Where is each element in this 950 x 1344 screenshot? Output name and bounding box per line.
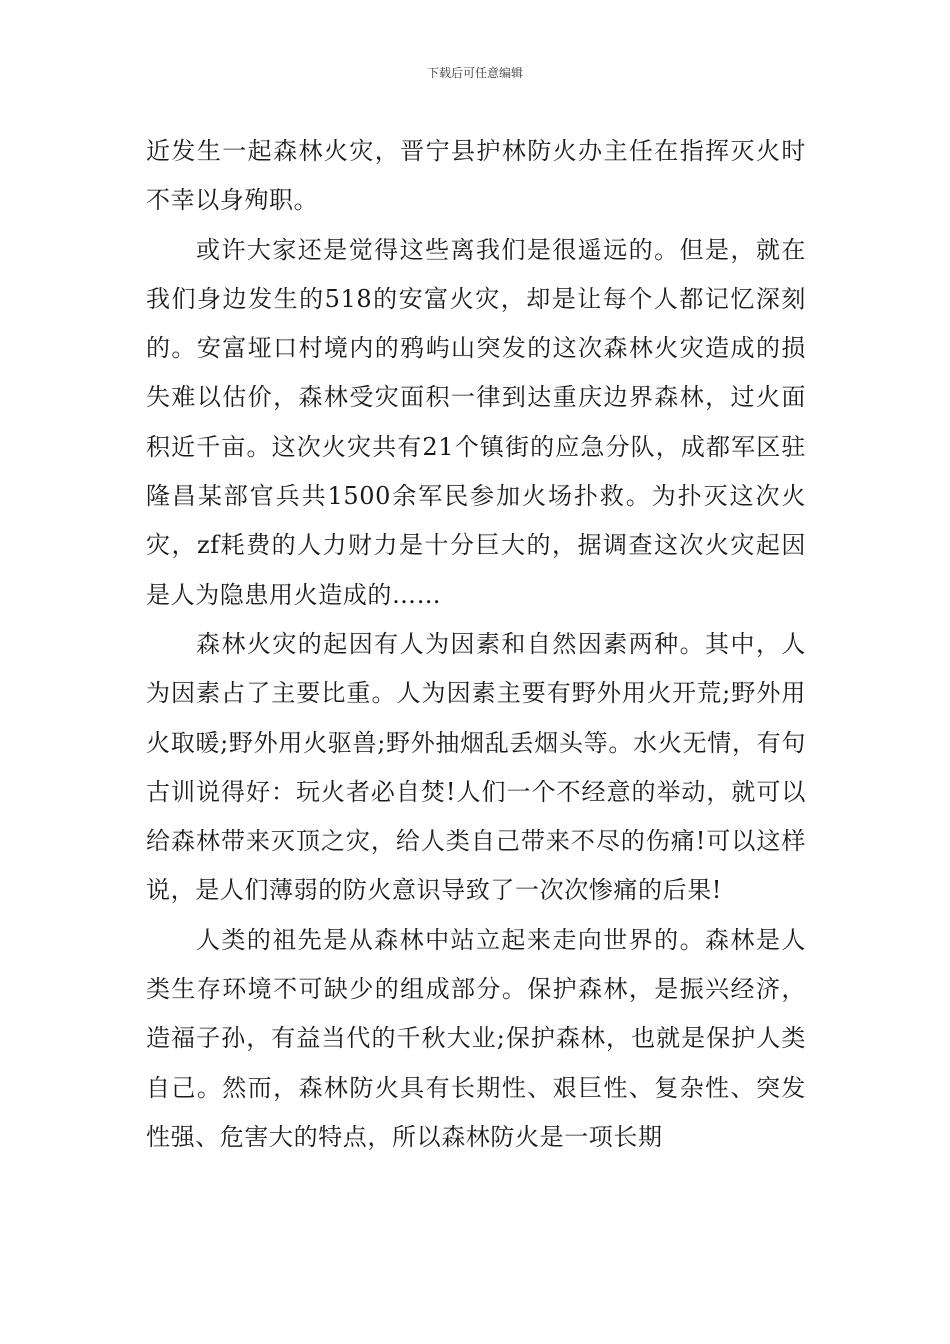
paragraph-4-protect-forest: 人类的祖先是从森林中站立起来走向世界的。森林是人类生存环境不可缺少的组成部分。保护森林，是振兴经济，造福子孙，有益当代的千秋大业;保护森林，也就是保护人类自己。然而，森林防火具有长期性、艰巨性、复杂性、突发性强、危害大的特点，所以森林防火是一项长期 xyxy=(146,925,806,1151)
paragraph-1-continuation: 近发生一起森林火灾，晋宁县护林防火办主任在指挥灭火时不幸以身殉职。 xyxy=(146,137,806,215)
paragraph-2-anfu-fire: 或许大家还是觉得这些离我们是很遥远的。但是，就在我们身边发生的518的安富火灾，却是让每个人都记忆深刻的。安富垭口村境内的鸦屿山突发的这次森林火灾造成的损失难以估价，森林受灾面积一律到达重庆边界森林，过火面积近千亩。这次火灾共有21个镇街的应急分队，成都军区驻隆昌某部官兵共1500余军民参加火场扑救。为扑灭这次火灾，zf耗费的人力财力是十分巨大的，据调查这次火灾起因是人为隐患用火造成的…… xyxy=(146,235,806,609)
page-header-note: 下载后可任意编辑 xyxy=(426,66,523,80)
paragraph-3-fire-causes: 森林火灾的起因有人为因素和自然因素两种。其中，人为因素占了主要比重。人为因素主要有野外用火开荒;野外用火取暖;野外用火驱兽;野外抽烟乱丢烟头等。水火无情，有句古训说得好：玩火者必自焚!人们一个不经意的举动，就可以给森林带来灭顶之灾，给人类自己带来不尽的伤痛!可以这样说，是人们薄弱的防火意识导致了一次次惨痛的后果! xyxy=(146,629,806,905)
document-body xyxy=(146,127,806,1162)
